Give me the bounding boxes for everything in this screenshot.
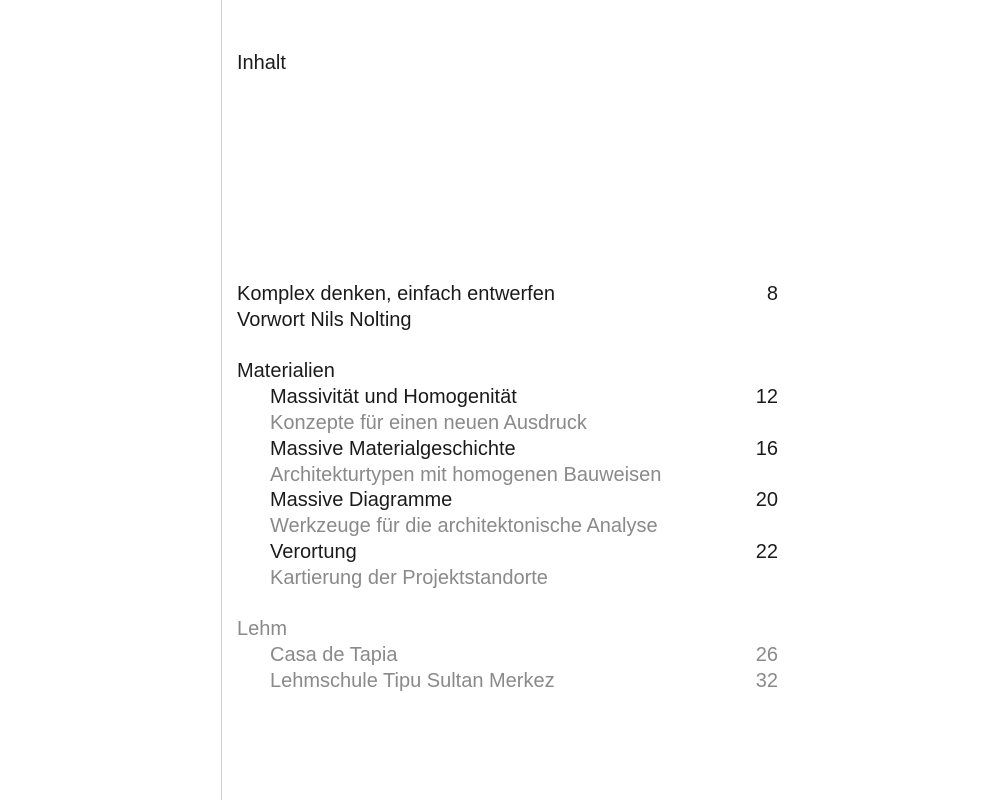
toc-entry-subtitle [237, 514, 778, 540]
table-of-contents [237, 282, 778, 695]
toc-entry-subtitle [237, 411, 778, 437]
toc-entry-title: Verortung [270, 540, 357, 563]
section-heading: Materialien [237, 360, 335, 383]
section-heading-lehm [237, 617, 778, 643]
toc-entry-title: Casa de Tapia [270, 644, 398, 667]
toc-entry-subtitle-text: Architekturtypen mit homogenen Bauweisen [270, 463, 662, 486]
toc-entry-foreword[interactable] [237, 282, 778, 308]
toc-entry-title: Massive Diagramme [270, 489, 453, 512]
toc-entry-subtitle-text: Werkzeuge für die architektonische Analyse [270, 515, 658, 538]
toc-entry-lehmschule[interactable] [237, 669, 778, 695]
toc-entry-diagramme[interactable] [237, 488, 778, 514]
toc-entry-subtitle [237, 463, 778, 489]
toc-page-number: 16 [755, 437, 778, 460]
section-spacer [237, 592, 778, 618]
toc-entry-title: Massive Materialgeschichte [270, 437, 516, 460]
toc-page-number: 26 [755, 644, 778, 667]
toc-entry-subtitle-text: Vorwort Nils Nolting [237, 308, 412, 331]
toc-page-number: 12 [755, 386, 778, 409]
toc-page-number: 22 [755, 540, 778, 563]
section-spacer [237, 334, 778, 360]
toc-entry-subtitle-text: Konzepte für einen neuen Ausdruck [270, 411, 587, 434]
section-heading: Lehm [237, 618, 288, 641]
toc-page-number: 8 [766, 283, 778, 305]
gutter-rule [221, 0, 222, 800]
toc-entry-title: Lehmschule Tipu Sultan Merkez [270, 669, 555, 692]
toc-entry-verortung[interactable] [237, 540, 778, 566]
toc-page-number: 20 [755, 489, 778, 512]
toc-entry-materialgeschichte[interactable] [237, 437, 778, 463]
page-title: Inhalt [237, 52, 286, 74]
toc-entry-massivitaet[interactable] [237, 385, 778, 411]
toc-page-number: 32 [755, 669, 778, 692]
toc-entry-subtitle-text: Kartierung der Projektstandorte [270, 566, 548, 589]
toc-entry-subtitle [237, 566, 778, 592]
section-heading-materialien [237, 359, 778, 385]
toc-entry-title: Massivität und Homogenität [270, 386, 517, 409]
toc-entry-casa-de-tapia[interactable] [237, 643, 778, 669]
toc-entry-title: Komplex denken, einfach entwerfen [237, 283, 555, 305]
toc-entry-subtitle [237, 308, 778, 334]
